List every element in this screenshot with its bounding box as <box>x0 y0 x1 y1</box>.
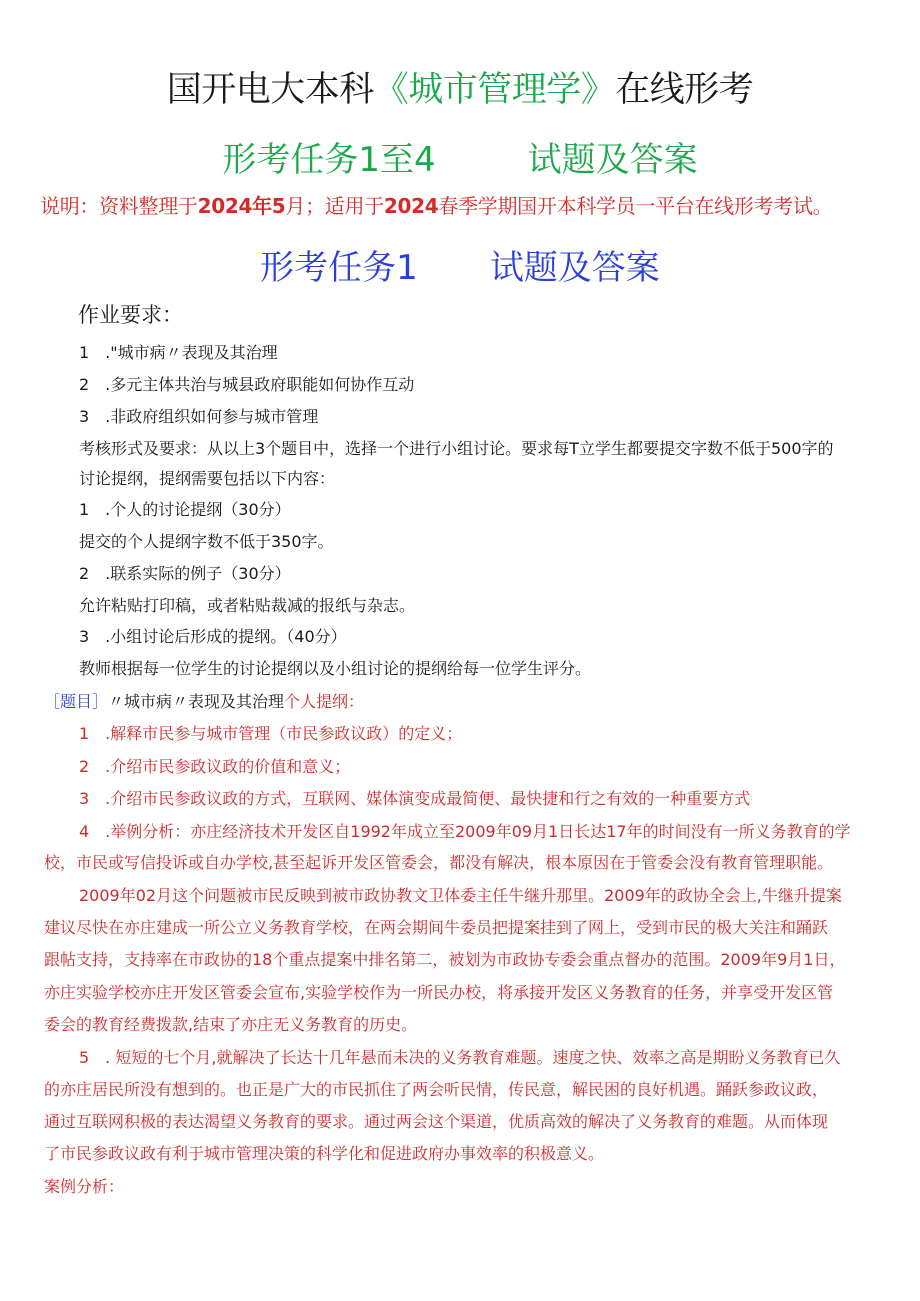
note-year: 2024 <box>383 194 439 218</box>
section-heading-right: 试题及答案 <box>489 248 660 288</box>
note-year: 2024 <box>197 194 253 218</box>
note-text: 春季学期国开本科学员一平台在线形考考试。 <box>438 194 833 218</box>
title-suffix: 在线形考 <box>615 70 754 110</box>
question-suffix: 个人提纲： <box>284 692 365 711</box>
answer-paragraph: 2009年02月这个问题被市民反映到被市政协教文卫体委主任牛继升那里。2009年的政协全会上,牛继升提案 <box>79 886 842 905</box>
requirements-heading: 作业要求： <box>78 303 183 327</box>
document-title <box>0 62 920 112</box>
section-heading-left: 形考任务1 <box>260 248 418 288</box>
answer-paragraph: 跟帖支持，支持率在市政协的18个重点提案中排名第二，被划为市政协专委会重点督办的范围。2009年9月1日， <box>44 950 846 969</box>
assessment-text: 讨论提纲，提纲需要包括以下内容： <box>79 469 336 488</box>
subtitle-tasks <box>0 132 920 181</box>
note-text: 说明：资料整理于 <box>40 194 198 218</box>
requirement-item: 3 .小组讨论后形成的提纲。（40分） <box>79 627 347 646</box>
topic-item: 3 .非政府组织如何参与城市管理 <box>79 407 319 426</box>
answer-paragraph: 委会的教育经费拨款,结束了亦庄无义务教育的历史。 <box>44 1015 418 1034</box>
answer-point: 2 .介绍市民参政议政的价值和意义； <box>79 757 351 776</box>
requirement-item: 允许粘贴打印稿，或者粘贴裁减的报纸与杂志。 <box>79 596 416 615</box>
subtitle-tasks-right: 试题及答案 <box>527 140 698 180</box>
topic-item: 2 .多元主体共治与城县政府职能如何协作互动 <box>79 375 415 394</box>
question-tag: ［题目］ <box>44 692 109 711</box>
title-course-name: 《城市管理学》 <box>373 70 616 110</box>
topic-item: 1 ."城市病〃表现及其治理 <box>79 343 278 362</box>
answer-paragraph: 亦庄实验学校亦庄开发区管委会宣布,实验学校作为一所民办校，将承接开发区义务教育的任务，并享受开发区管 <box>44 983 834 1002</box>
assessment-text: 考核形式及要求：从以上3个题目中，选择一个进行小组讨论。要求每T立学生都要提交字数不低于500字的 <box>79 439 834 458</box>
answer-paragraph: 的亦庄居民所没有想到的。也正是广大的市民抓住了两会听民情，传民意，解民困的良好机遇。踊跃参政议政， <box>44 1080 829 1099</box>
note-month: 5 <box>271 194 286 218</box>
requirement-item: 提交的个人提纲字数不低于350字。 <box>79 532 334 551</box>
answer-paragraph: 校，市民或写信投诉或自办学校,甚至起诉开发区管委会，都没有解决，根本原因在于管委会没有教育管理职能。 <box>44 853 834 872</box>
note-year-unit: 年 <box>252 194 272 218</box>
answer-paragraph: 通过互联网积极的表达渴望义务教育的要求。通过两会这个渠道，优质高效的解决了义务教育的难题。从而体现 <box>44 1112 829 1131</box>
document-note <box>40 190 832 219</box>
requirement-item: 1 .个人的讨论提纲（30分） <box>79 500 291 519</box>
subtitle-tasks-left: 形考任务1至4 <box>222 140 436 180</box>
case-analysis-label: 案例分析： <box>44 1177 125 1196</box>
answer-paragraph: 5 . 短短的七个月,就解决了长达十几年悬而未决的义务教育难题。速度之快、效率之高是期盼义务教育已久 <box>79 1048 841 1067</box>
question-text: 〃城市病〃表现及其治理 <box>108 692 285 711</box>
requirement-item: 2 .联系实际的例子（30分） <box>79 564 291 583</box>
section-heading-task1 <box>0 240 920 289</box>
question-line <box>44 692 364 712</box>
answer-point: 3 .介绍市民参政议政的方式，互联网、媒体演变成最简便、最快捷和行之有效的一种重要方式 <box>79 789 751 808</box>
answer-paragraph: 建议尽快在亦庄建成一所公立义务教育学校，在两会期间牛委员把提案挂到了网上，受到市民的极大关注和踊跃 <box>44 918 829 937</box>
note-text: 月；适用于 <box>285 194 384 218</box>
requirement-item: 教师根据每一位学生的讨论提纲以及小组讨论的提纲给每一位学生评分。 <box>79 659 592 678</box>
answer-paragraph: 4 .举例分析：亦庄经济技术开发区自1992年成立至2009年09月1日长达17年的时间没有一所义务教育的学 <box>79 822 851 841</box>
answer-point: 1 .解释市民参与城市管理（市民参政议政）的定义； <box>79 724 463 743</box>
title-prefix: 国开电大本科 <box>166 70 374 110</box>
answer-paragraph: 了市民参政议政有利于城市管理决策的科学化和促进政府办事效率的积极意义。 <box>44 1144 605 1163</box>
